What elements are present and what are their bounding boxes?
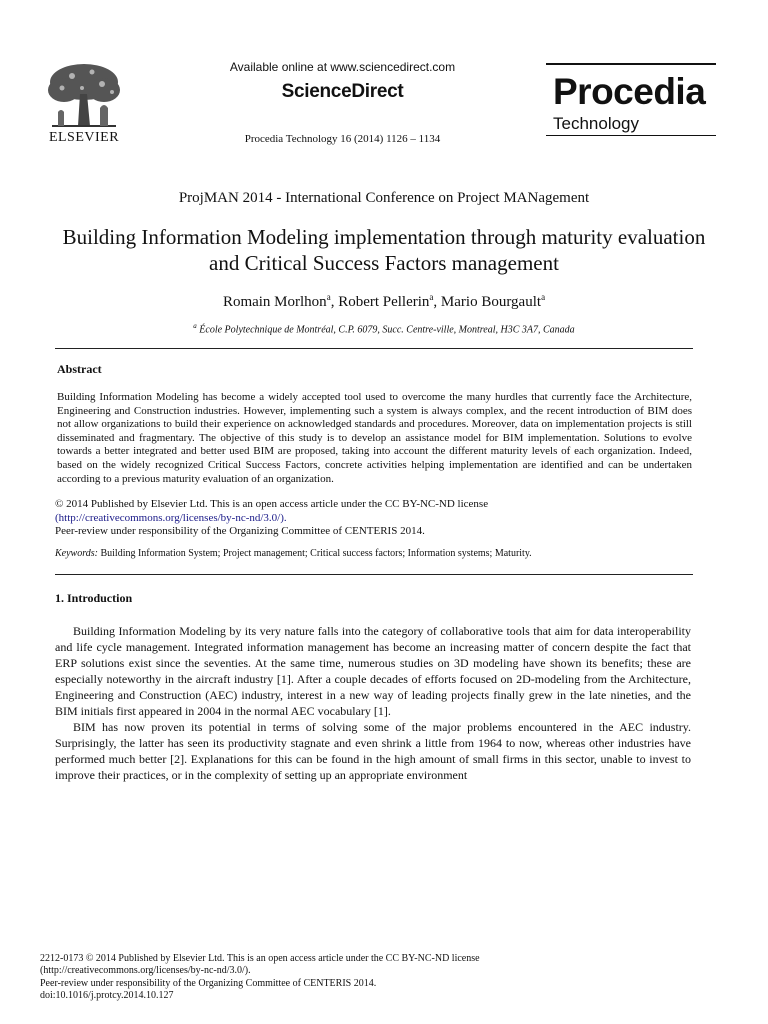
abstract-bottom-rule — [55, 574, 693, 575]
footer-doi[interactable]: doi:10.1016/j.protcy.2014.10.127 — [40, 990, 174, 1002]
keywords-label: Keywords: — [55, 548, 98, 559]
copyright-line: © 2014 Published by Elsevier Ltd. This is an open access article under the CC BY-NC-ND license — [55, 498, 489, 510]
journal-logo-top-rule — [546, 63, 716, 65]
journal-logo-title: Procedia — [553, 71, 706, 112]
author-name: Romain Morlhon — [222, 294, 327, 310]
abstract-top-rule — [55, 348, 693, 349]
affiliation — [60, 322, 708, 335]
introduction-body — [55, 623, 691, 783]
abstract-heading: Abstract — [57, 362, 102, 376]
author-affiliation-mark: a — [541, 292, 546, 302]
copyright-notice — [55, 498, 695, 539]
footer-license-link[interactable]: (http://creativecommons.org/licenses/by-nc-nd/3.0/). — [40, 965, 251, 977]
license-link[interactable]: (http://creativecommons.org/licenses/by-nc-nd/3.0/). — [55, 511, 287, 524]
author-affiliation-mark: a — [326, 292, 331, 302]
journal-logo-subtitle: Technology — [553, 114, 640, 133]
available-online-text: Available online at www.sciencedirect.com — [229, 60, 456, 74]
journal-logo-bottom-rule — [546, 135, 716, 136]
paragraph: BIM has now proven its potential in terms of solving some of the major problems encountered in the AEC industry. Surprisingly, the latter has seen its productivity stagnate and even shrink a little from 1964 to now, whereas other industries have performed much better [2]. Explanations for this can be found in the high amount of small firms in this sector, unable to invest to improve their practices, or in the complexity of setting up an appropriate environment — [55, 720, 691, 782]
author-list: Romain Morlhon$^a$, Robert Pellerin$^a$, Mario Bourgault$^a$ — [222, 292, 546, 310]
keywords — [55, 548, 695, 559]
peer-review-line: Peer-review under responsibility of the Organizing Committee of CENTERIS 2014. — [55, 525, 425, 538]
platform-name: ScienceDirect — [281, 81, 404, 102]
page-footer — [40, 953, 720, 1003]
journal-reference: Procedia Technology 16 (2014) 1126 – 1134 — [244, 133, 441, 145]
affiliation-mark: a — [193, 322, 197, 330]
conference-name: ProjMAN 2014 - International Conference on Project MANagement — [178, 190, 590, 206]
author-affiliation-mark: a — [429, 292, 434, 302]
keywords-text: Building Information System; Project management; Critical success factors; Information systems; Maturity. — [100, 548, 532, 559]
affiliation-text: École Polytechnique de Montréal, C.P. 6079, Succ. Centre-ville, Montreal, H3C 3A7, Canada — [199, 324, 575, 336]
publisher-wordmark: ELSEVIER — [48, 130, 120, 145]
author-name: Robert Pellerin — [338, 294, 430, 310]
paper-title: Building Information Modeling implementation through maturity evaluation and Critical Success Factors management — [62, 225, 706, 275]
abstract-text: Building Information Modeling has become a widely accepted tool used to overcome the many hurdles that currently face the Architecture, Engineering and Construction industries. However, implementing such a system is always complex, and the recent introduction of BIM does not allow organizations to build their experience on acknowledged standards and procedures. Moreover, data on implementation projects is still disseminated and fragmentary. The objective of this study is to develop an assistance model for BIM implementation. Solutions to evolve towards a better integrated and better used BIM are proposed, taking into account the different maturity levels of each organization. Indeed, based on the widely recognized Critical Success Factors, concrete activities helping implementation are identified and can be undertaken according to a previous maturity evaluation of an organization. — [57, 391, 692, 485]
footer-issn-line: 2212-0173 © 2014 Published by Elsevier Ltd. This is an open access article under the CC BY-NC-ND license — [40, 953, 480, 964]
section-heading-introduction: 1. Introduction — [55, 591, 133, 605]
footer-peer-review: Peer-review under responsibility of the Organizing Committee of CENTERIS 2014. — [40, 977, 377, 989]
paragraph: Building Information Modeling by its very nature falls into the category of collaborative tools that aim for data interoperability and life cycle management. Integrated information management has become an increasing matter of concern despite the fact that ERP solutions exist since the seventies. At the same time, numerous studies on 3D modeling have shown its benefits; these are especially noteworthy in the aircraft industry [1]. After a couple decades of efforts focused on 2D-modeling from the Architecture, Engineering and Construction (AEC) industry, interest in a new way of leading projects finally grew in the late nineties, and the BIM initials first appeared in 2004 in the normal AEC vocabulary [1]. — [55, 624, 691, 718]
author-name: Mario Bourgault — [440, 294, 542, 310]
